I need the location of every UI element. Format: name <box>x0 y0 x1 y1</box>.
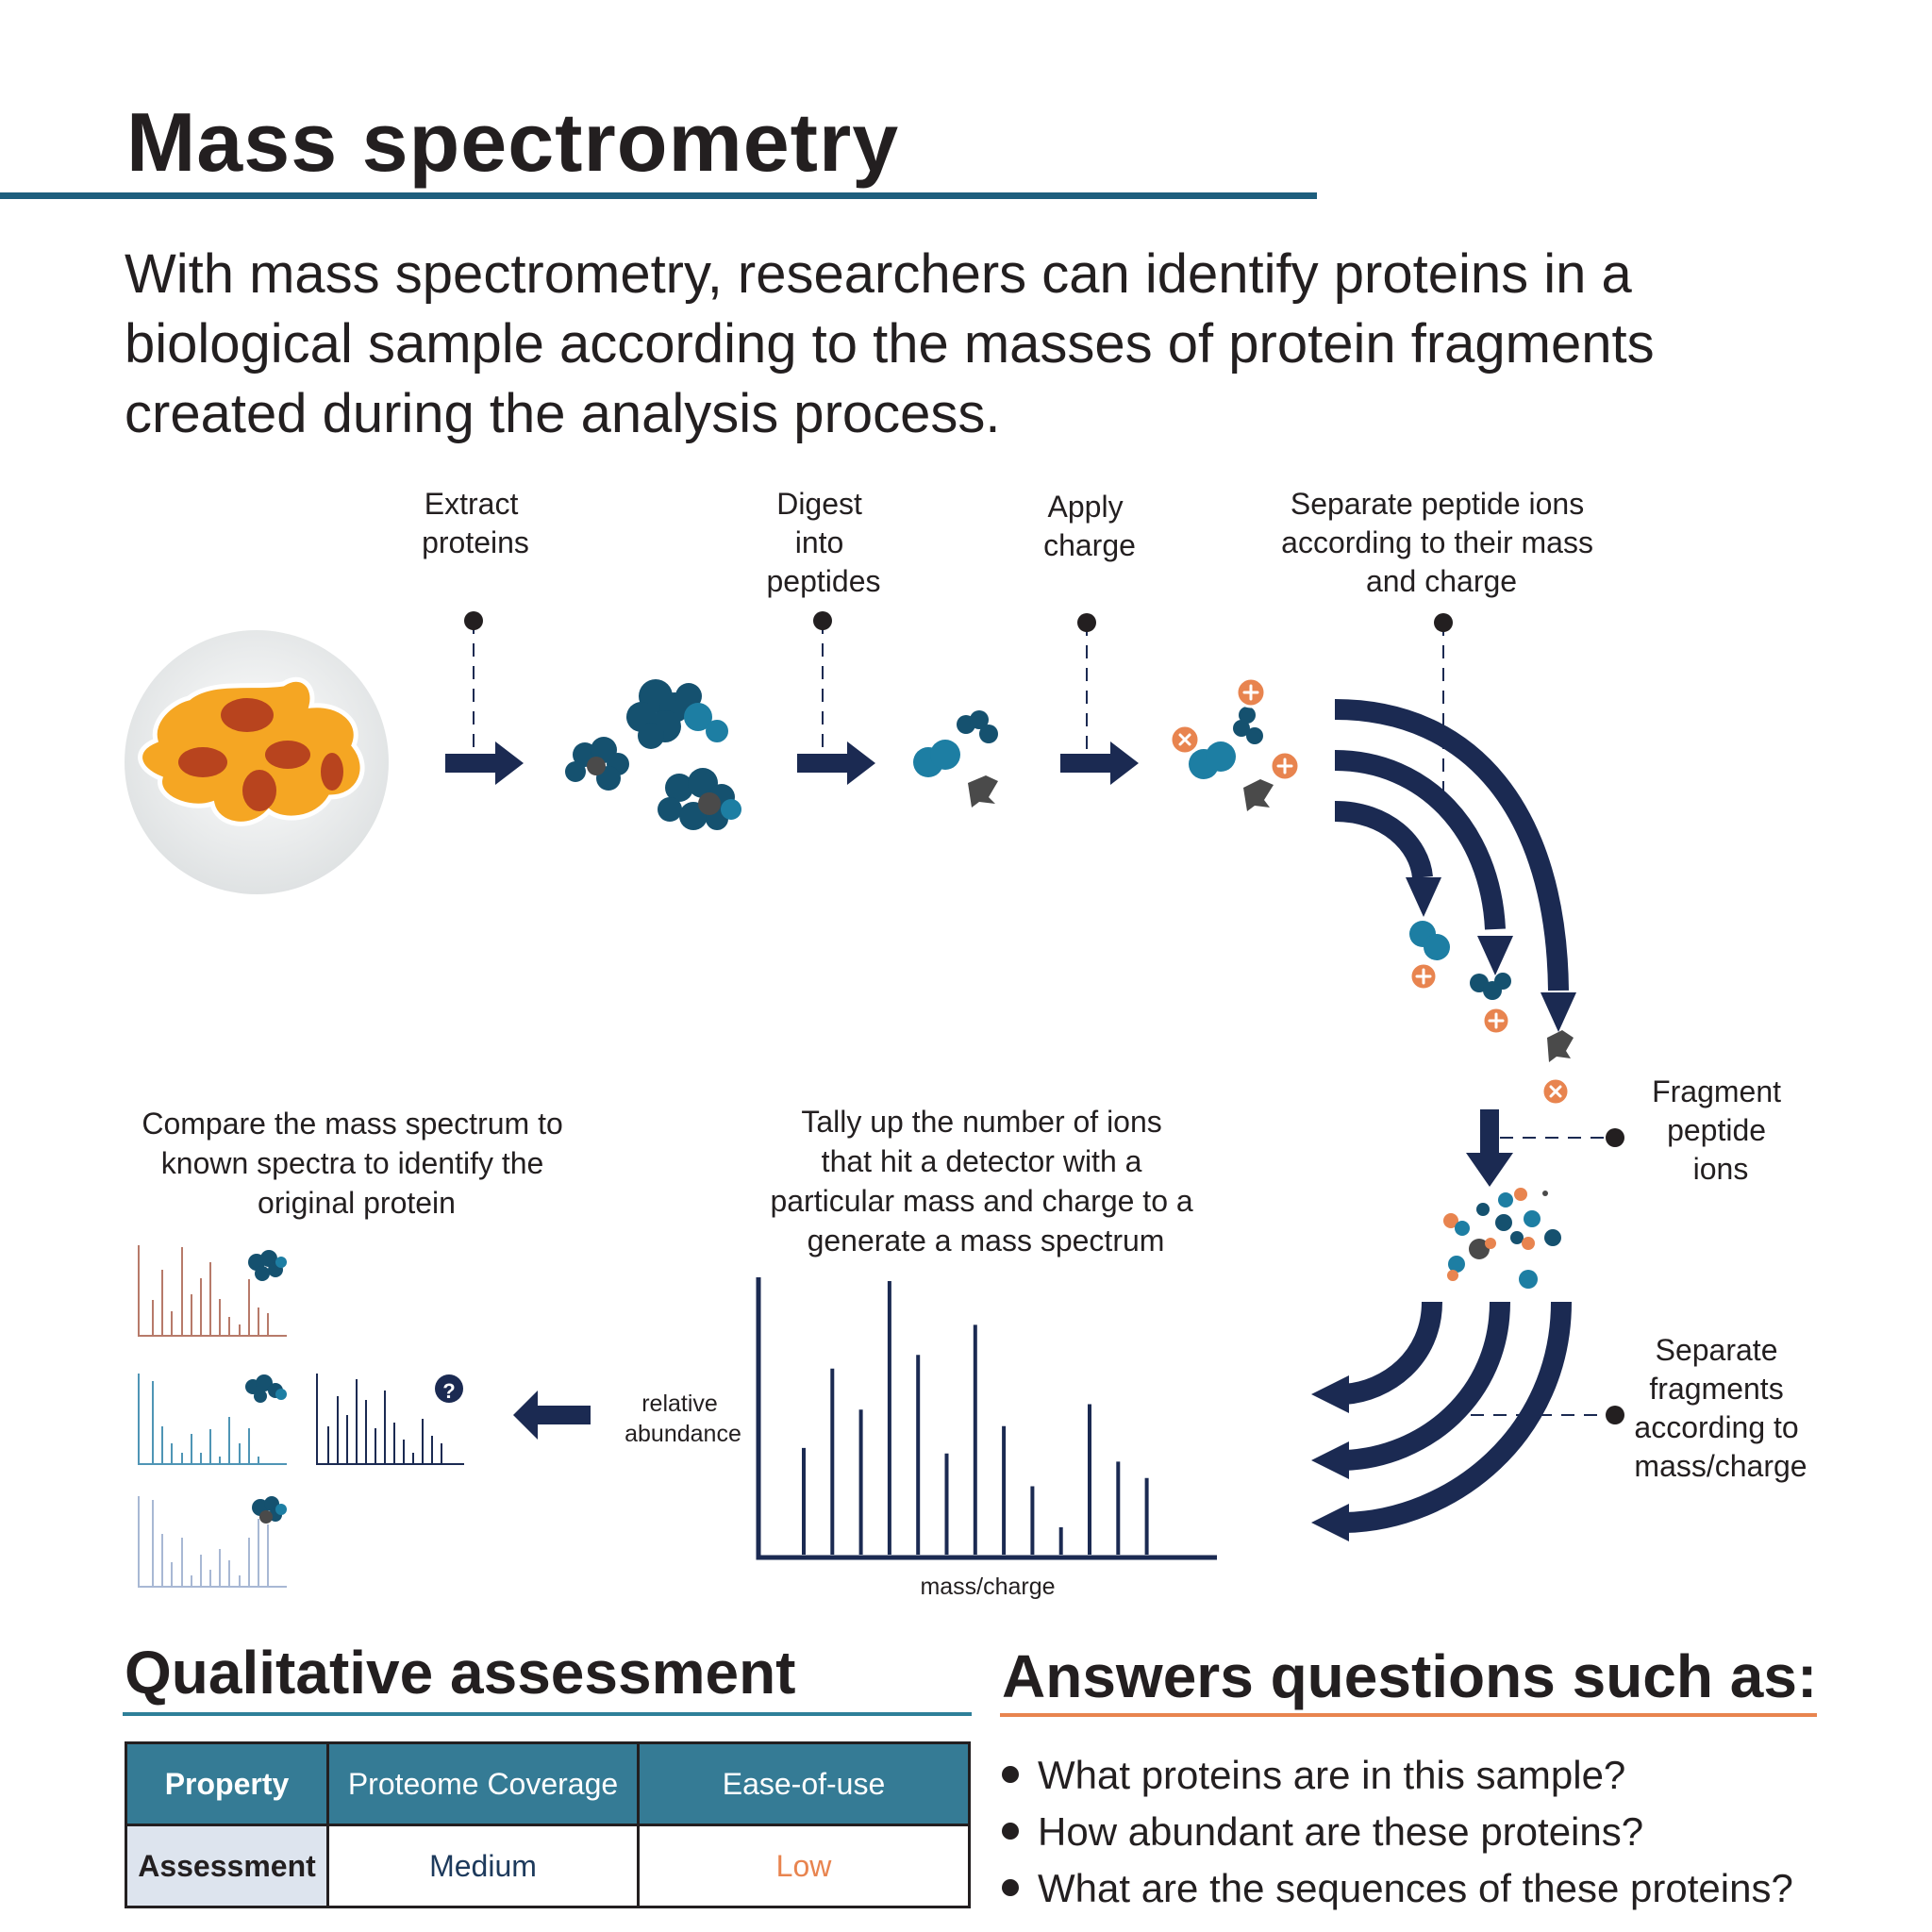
bullet-icon <box>1002 1766 1019 1783</box>
reference-spectrum-3 <box>139 1496 287 1587</box>
questions-list <box>1002 1747 1793 1917</box>
pointer-dots <box>464 611 1453 632</box>
mass-spectrum-chart <box>625 1277 1217 1600</box>
step-label-separate-fragments: Separate fragments according to mass/charge <box>1634 1333 1807 1483</box>
question-item: What proteins are in this sample? <box>1002 1747 1793 1804</box>
sample-dish-icon <box>125 630 389 894</box>
answers-title: Answers questions such as: <box>1002 1642 1818 1710</box>
question-item: How abundant are these proteins? <box>1002 1804 1793 1860</box>
compare-arrow <box>513 1391 591 1440</box>
reference-spectrum-2 <box>139 1374 287 1464</box>
fragment-pointer-dot <box>1606 1128 1624 1147</box>
row-assessment-label: Assessment <box>126 1825 328 1907</box>
peptides-icon <box>913 710 998 808</box>
spectrum-peaks <box>804 1281 1147 1555</box>
step-label-fragment: Fragment peptide ions <box>1652 1074 1782 1186</box>
fragment-ions-icon <box>1443 1188 1561 1289</box>
answers-underline <box>1000 1713 1817 1717</box>
header-property: Property <box>126 1743 328 1825</box>
value-ease-of-use: Low <box>639 1825 970 1907</box>
header-ease-of-use: Ease-of-use <box>639 1743 970 1825</box>
step-label-separate: Separate peptide ions according to their mass and charge <box>1281 487 1593 598</box>
step-label-charge: Apply charge <box>1043 490 1136 562</box>
page-title: Mass spectrometry <box>126 95 900 189</box>
question-item: What are the sequences of these proteins? <box>1002 1860 1793 1917</box>
fragment-arc-arrowheads <box>1311 1375 1349 1541</box>
fragment-arc-arrows <box>1344 1302 1561 1523</box>
step-label-tally: Tally up the number of ions that hit a detector with a particular mass and charge to a generate a mass spectrum <box>770 1105 1193 1257</box>
header-proteome-coverage: Proteome Coverage <box>328 1743 639 1825</box>
intro-paragraph: With mass spectrometry, researchers can identify proteins in a biological sample according to the masses of protein fragments created during the analysis process. <box>125 243 1655 444</box>
step-label-digest: Digest into peptides <box>766 487 881 598</box>
step-label-compare: Compare the mass spectrum to known spectra to identify the original protein <box>142 1107 563 1220</box>
step-label-extract: Extract proteins <box>422 487 529 559</box>
bullet-icon <box>1002 1823 1019 1840</box>
bullet-icon <box>1002 1879 1019 1896</box>
question-mark: ? <box>442 1379 456 1403</box>
assessment-header-row <box>126 1743 970 1825</box>
charged-peptides-icon <box>1171 678 1299 811</box>
assessment-value-row <box>126 1825 970 1907</box>
separate-fragments-pointer-dot <box>1606 1406 1624 1424</box>
protein-clusters-icon <box>565 679 741 830</box>
spectrum-xlabel: mass/charge <box>920 1574 1056 1600</box>
fragment-arrow <box>1466 1109 1513 1187</box>
qualitative-assessment-underline <box>123 1712 972 1716</box>
process-arrows <box>445 741 1139 785</box>
assessment-table <box>125 1741 971 1908</box>
qualitative-assessment-title: Qualitative assessment <box>125 1639 796 1707</box>
unknown-spectrum <box>317 1374 464 1464</box>
reference-spectrum-1 <box>139 1245 287 1336</box>
value-proteome-coverage: Medium <box>328 1825 639 1907</box>
spectrum-ylabel: relative abundance <box>625 1391 741 1447</box>
